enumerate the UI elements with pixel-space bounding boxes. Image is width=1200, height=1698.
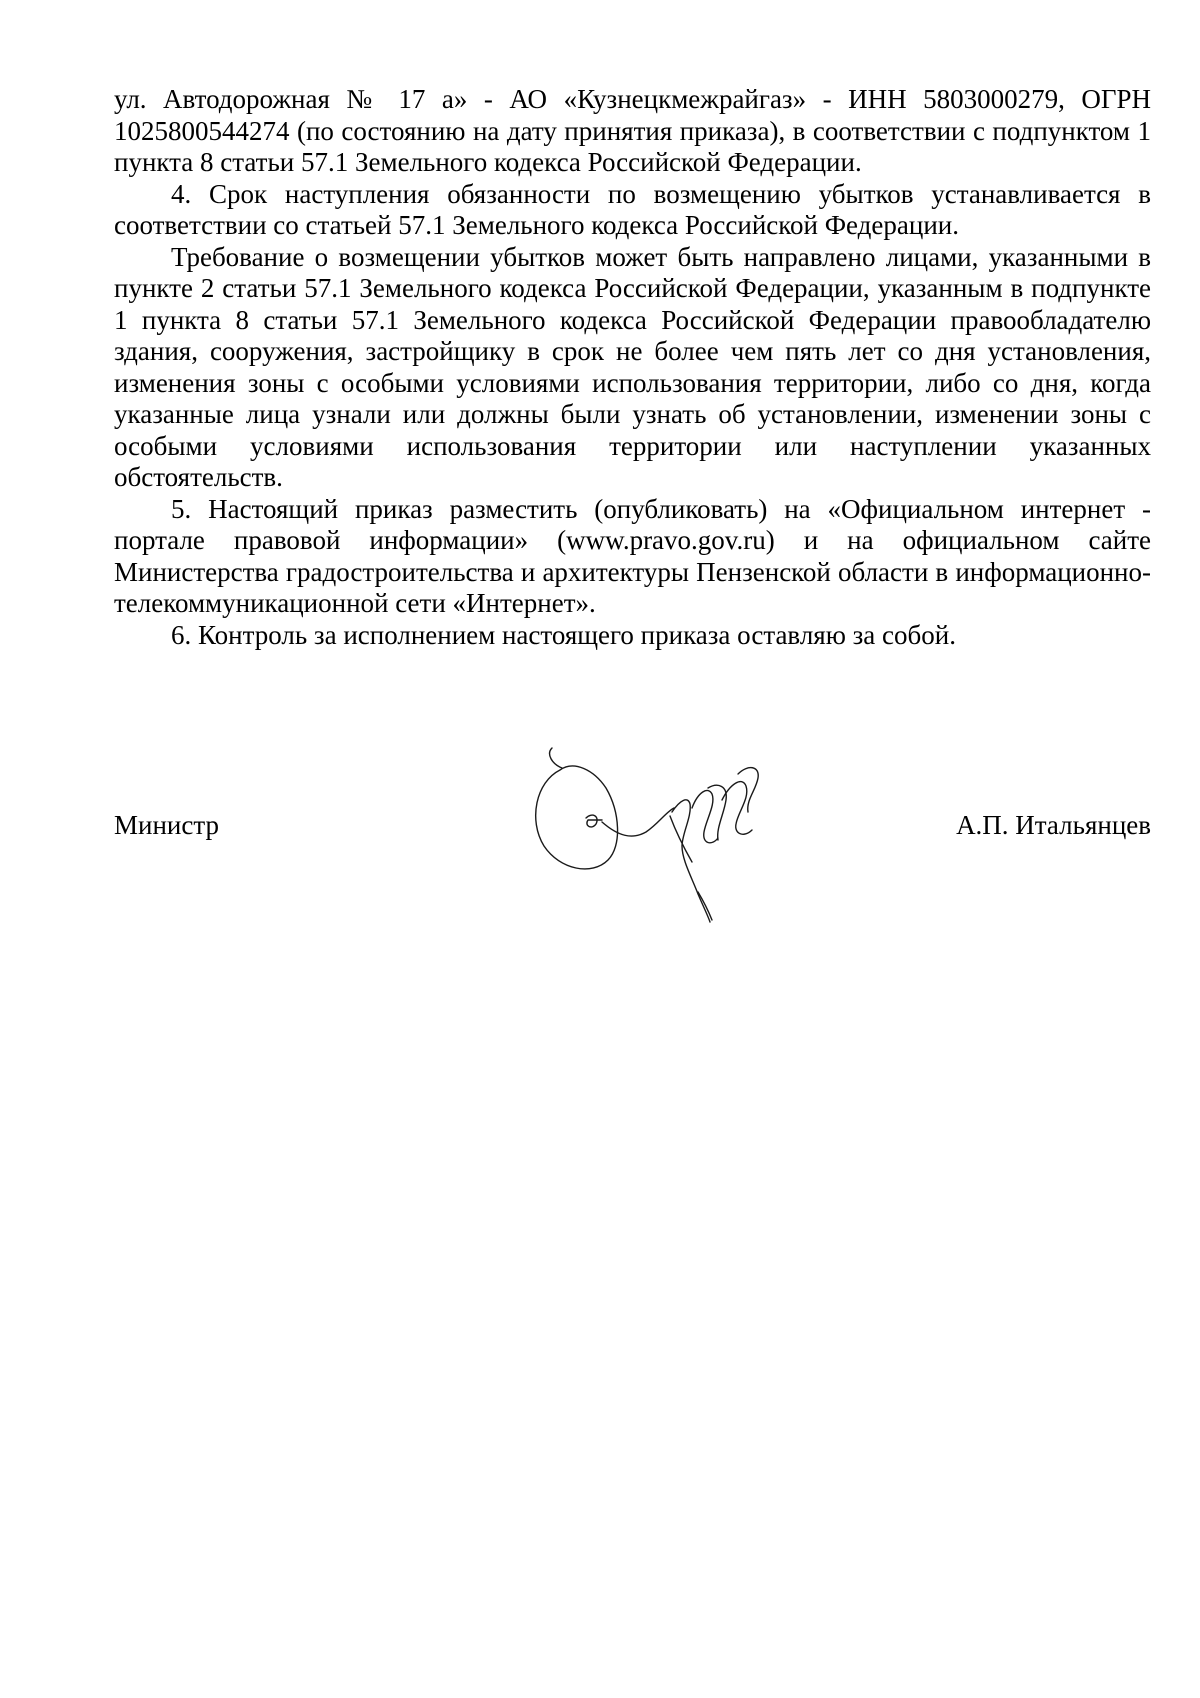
paragraph-damages-claim: Требование о возмещении убытков может быть направлено лицами, указанными в пункте 2 статьи 57.1 Земельного кодекса Российской Федерации, указанным в подпункте 1 пункта 8 статьи 57.1 Земельного кодекса Российской Федерации правообладателю здания, сооружения, застройщику в срок не более чем пять лет со дня установления, изменения зоны с особыми условиями использования территории, либо со дня, когда указанные лица узнали или должны были узнать об установлении, изменении зоны с особыми условиями использования территории или наступлении указанных обстоятельств.: [114, 241, 1151, 492]
paragraph-item-5: 5. Настоящий приказ разместить (опубликовать) на «Официальном интернет - портале правовой информации» (www.pravo.gov.ru) и на официальном сайте Министерства градостроительства и архитектуры Пензенской области в информационно-телекоммуникационной сети «Интернет».: [114, 493, 1151, 618]
paragraph-item-6: 6. Контроль за исполнением настоящего приказа оставляю за собой.: [171, 619, 956, 650]
paragraph-continuation: ул. Автодорожная № 17 а» - АО «Кузнецкмежрайгаз» - ИНН 5803000279, ОГРН 1025800544274 (по состоянию на дату принятия приказа), в соответствии с подпунктом 1 пункта 8 статьи 57.1 Земельного кодекса Российской Федерации.: [114, 84, 1151, 177]
document-body: [114, 84, 1151, 651]
paragraph-item-4: 4. Срок наступления обязанности по возмещению убытков устанавливается в соответствии со статьей 57.1 Земельного кодекса Российской Федерации.: [114, 178, 1151, 240]
signer-name: А.П. Итальянцев: [956, 810, 1151, 840]
handwritten-signature-icon: [522, 742, 782, 926]
signer-title: Министр: [114, 810, 219, 840]
